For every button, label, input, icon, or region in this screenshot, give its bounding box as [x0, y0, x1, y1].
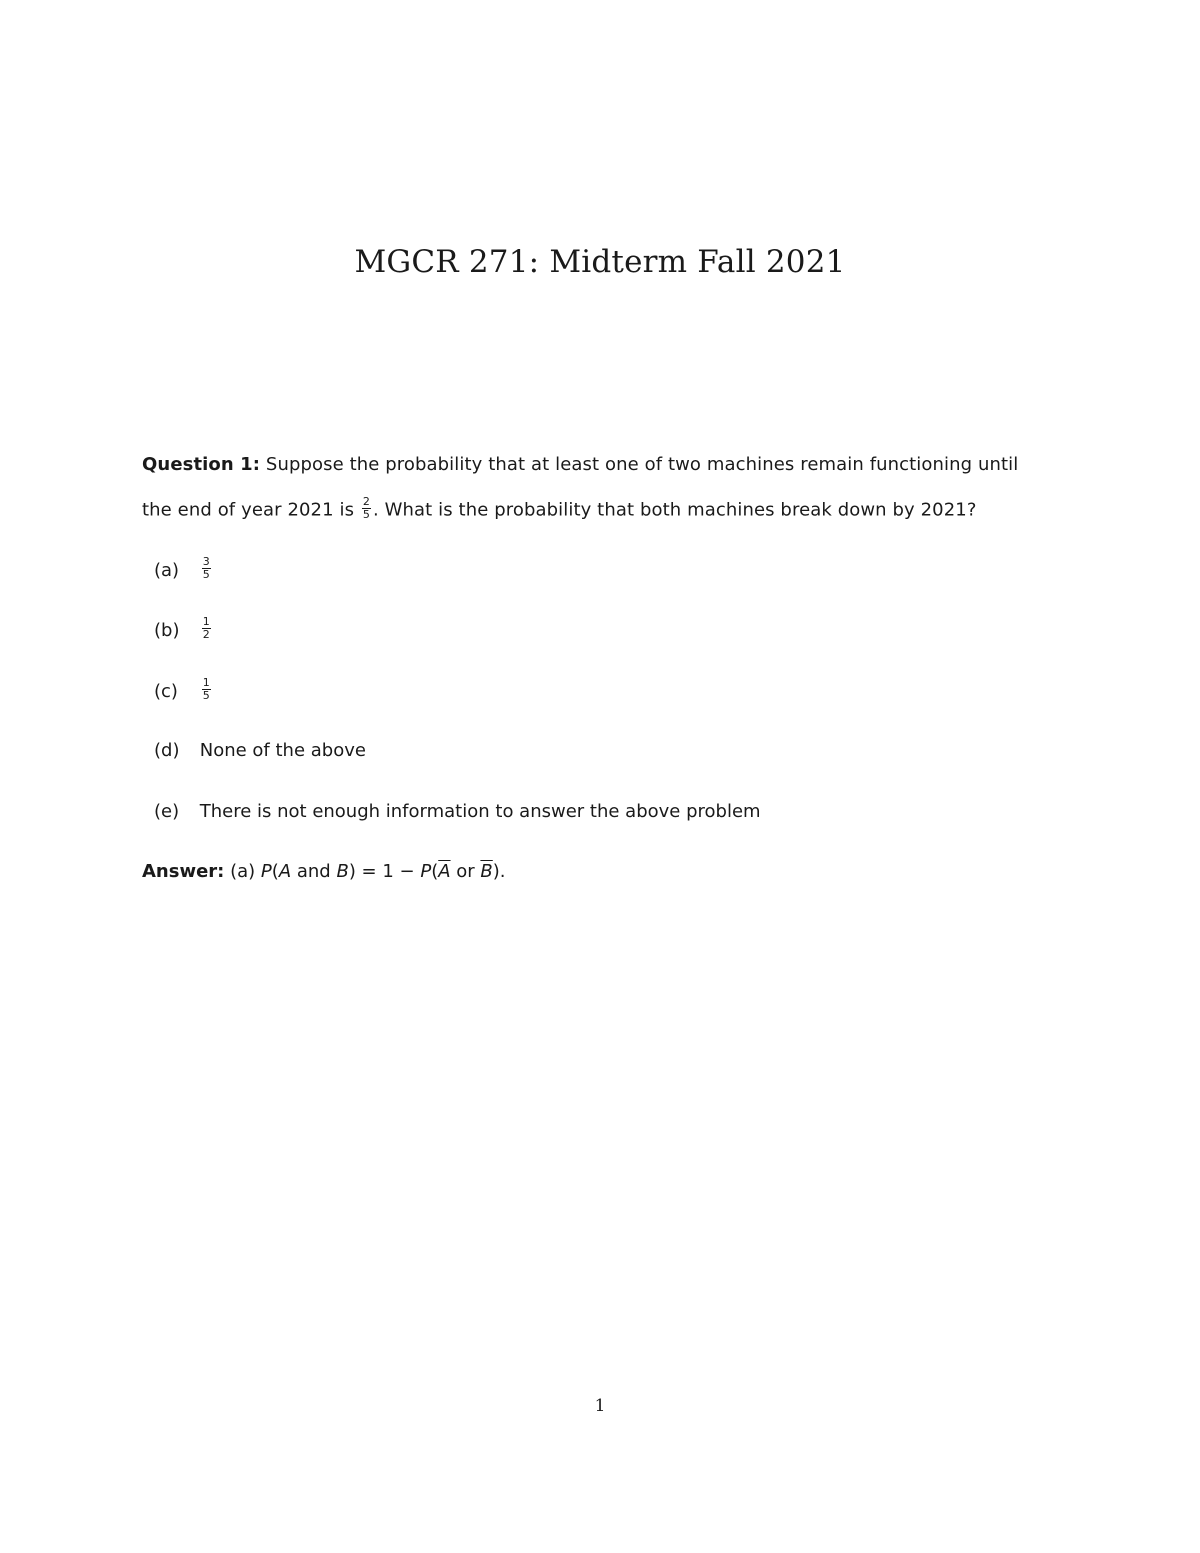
option-label: (b) — [154, 619, 180, 641]
given-fraction-denominator: 5 — [362, 508, 370, 521]
question-line-2 — [142, 495, 977, 523]
option-fraction — [202, 616, 211, 641]
option-fraction — [202, 556, 211, 581]
or-word: or — [450, 861, 481, 882]
option-numerator: 3 — [202, 555, 210, 568]
event-b: B — [336, 861, 349, 882]
prob-symbol: P — [260, 861, 272, 882]
option-numerator: 1 — [202, 676, 210, 689]
option-label: (d) — [154, 740, 180, 761]
option-fraction — [202, 677, 211, 702]
option-denominator: 5 — [202, 568, 210, 581]
page-title: MGCR 271: Midterm Fall 2021 — [354, 244, 846, 280]
option-e — [154, 801, 761, 822]
option-c — [154, 676, 213, 704]
prob-symbol: P — [420, 861, 432, 882]
option-numerator: 1 — [202, 615, 210, 628]
question-line-1 — [142, 454, 1018, 475]
answer-line — [142, 861, 506, 882]
question-text-2b: . What is the probability that both machines break down by 2021? — [373, 499, 977, 521]
option-d — [154, 740, 366, 761]
given-fraction-numerator: 2 — [362, 495, 370, 508]
paren-open: ( — [431, 861, 439, 882]
option-text: There is not enough information to answer the above problem — [199, 801, 761, 822]
paren-open: ( — [271, 861, 279, 882]
and-word: and — [291, 861, 337, 882]
option-label: (a) — [154, 559, 180, 581]
given-fraction — [362, 496, 371, 521]
event-a: A — [278, 861, 292, 882]
option-b — [154, 615, 213, 643]
equation-middle: ) = 1 − — [348, 861, 421, 882]
question-label: Question 1: — [142, 454, 261, 475]
option-denominator: 2 — [202, 628, 210, 641]
event-a-complement: $\overline{A}$ — [438, 861, 451, 882]
option-label: (c) — [154, 680, 178, 702]
event-b-complement: $\overline{B}$ — [480, 861, 493, 882]
option-denominator: 5 — [202, 689, 210, 702]
answer-label: Answer: — [142, 861, 225, 882]
option-text: None of the above — [199, 740, 366, 761]
option-label: (e) — [154, 801, 180, 822]
question-text-2a: the end of year 2021 is — [142, 499, 355, 521]
question-text-1: Suppose the probability that at least one of two machines remain functioning until — [265, 454, 1019, 475]
page-number: 1 — [594, 1396, 606, 1416]
option-a — [154, 555, 213, 583]
answer-choice: (a) — [230, 861, 256, 882]
paren-close: ). — [492, 861, 506, 882]
